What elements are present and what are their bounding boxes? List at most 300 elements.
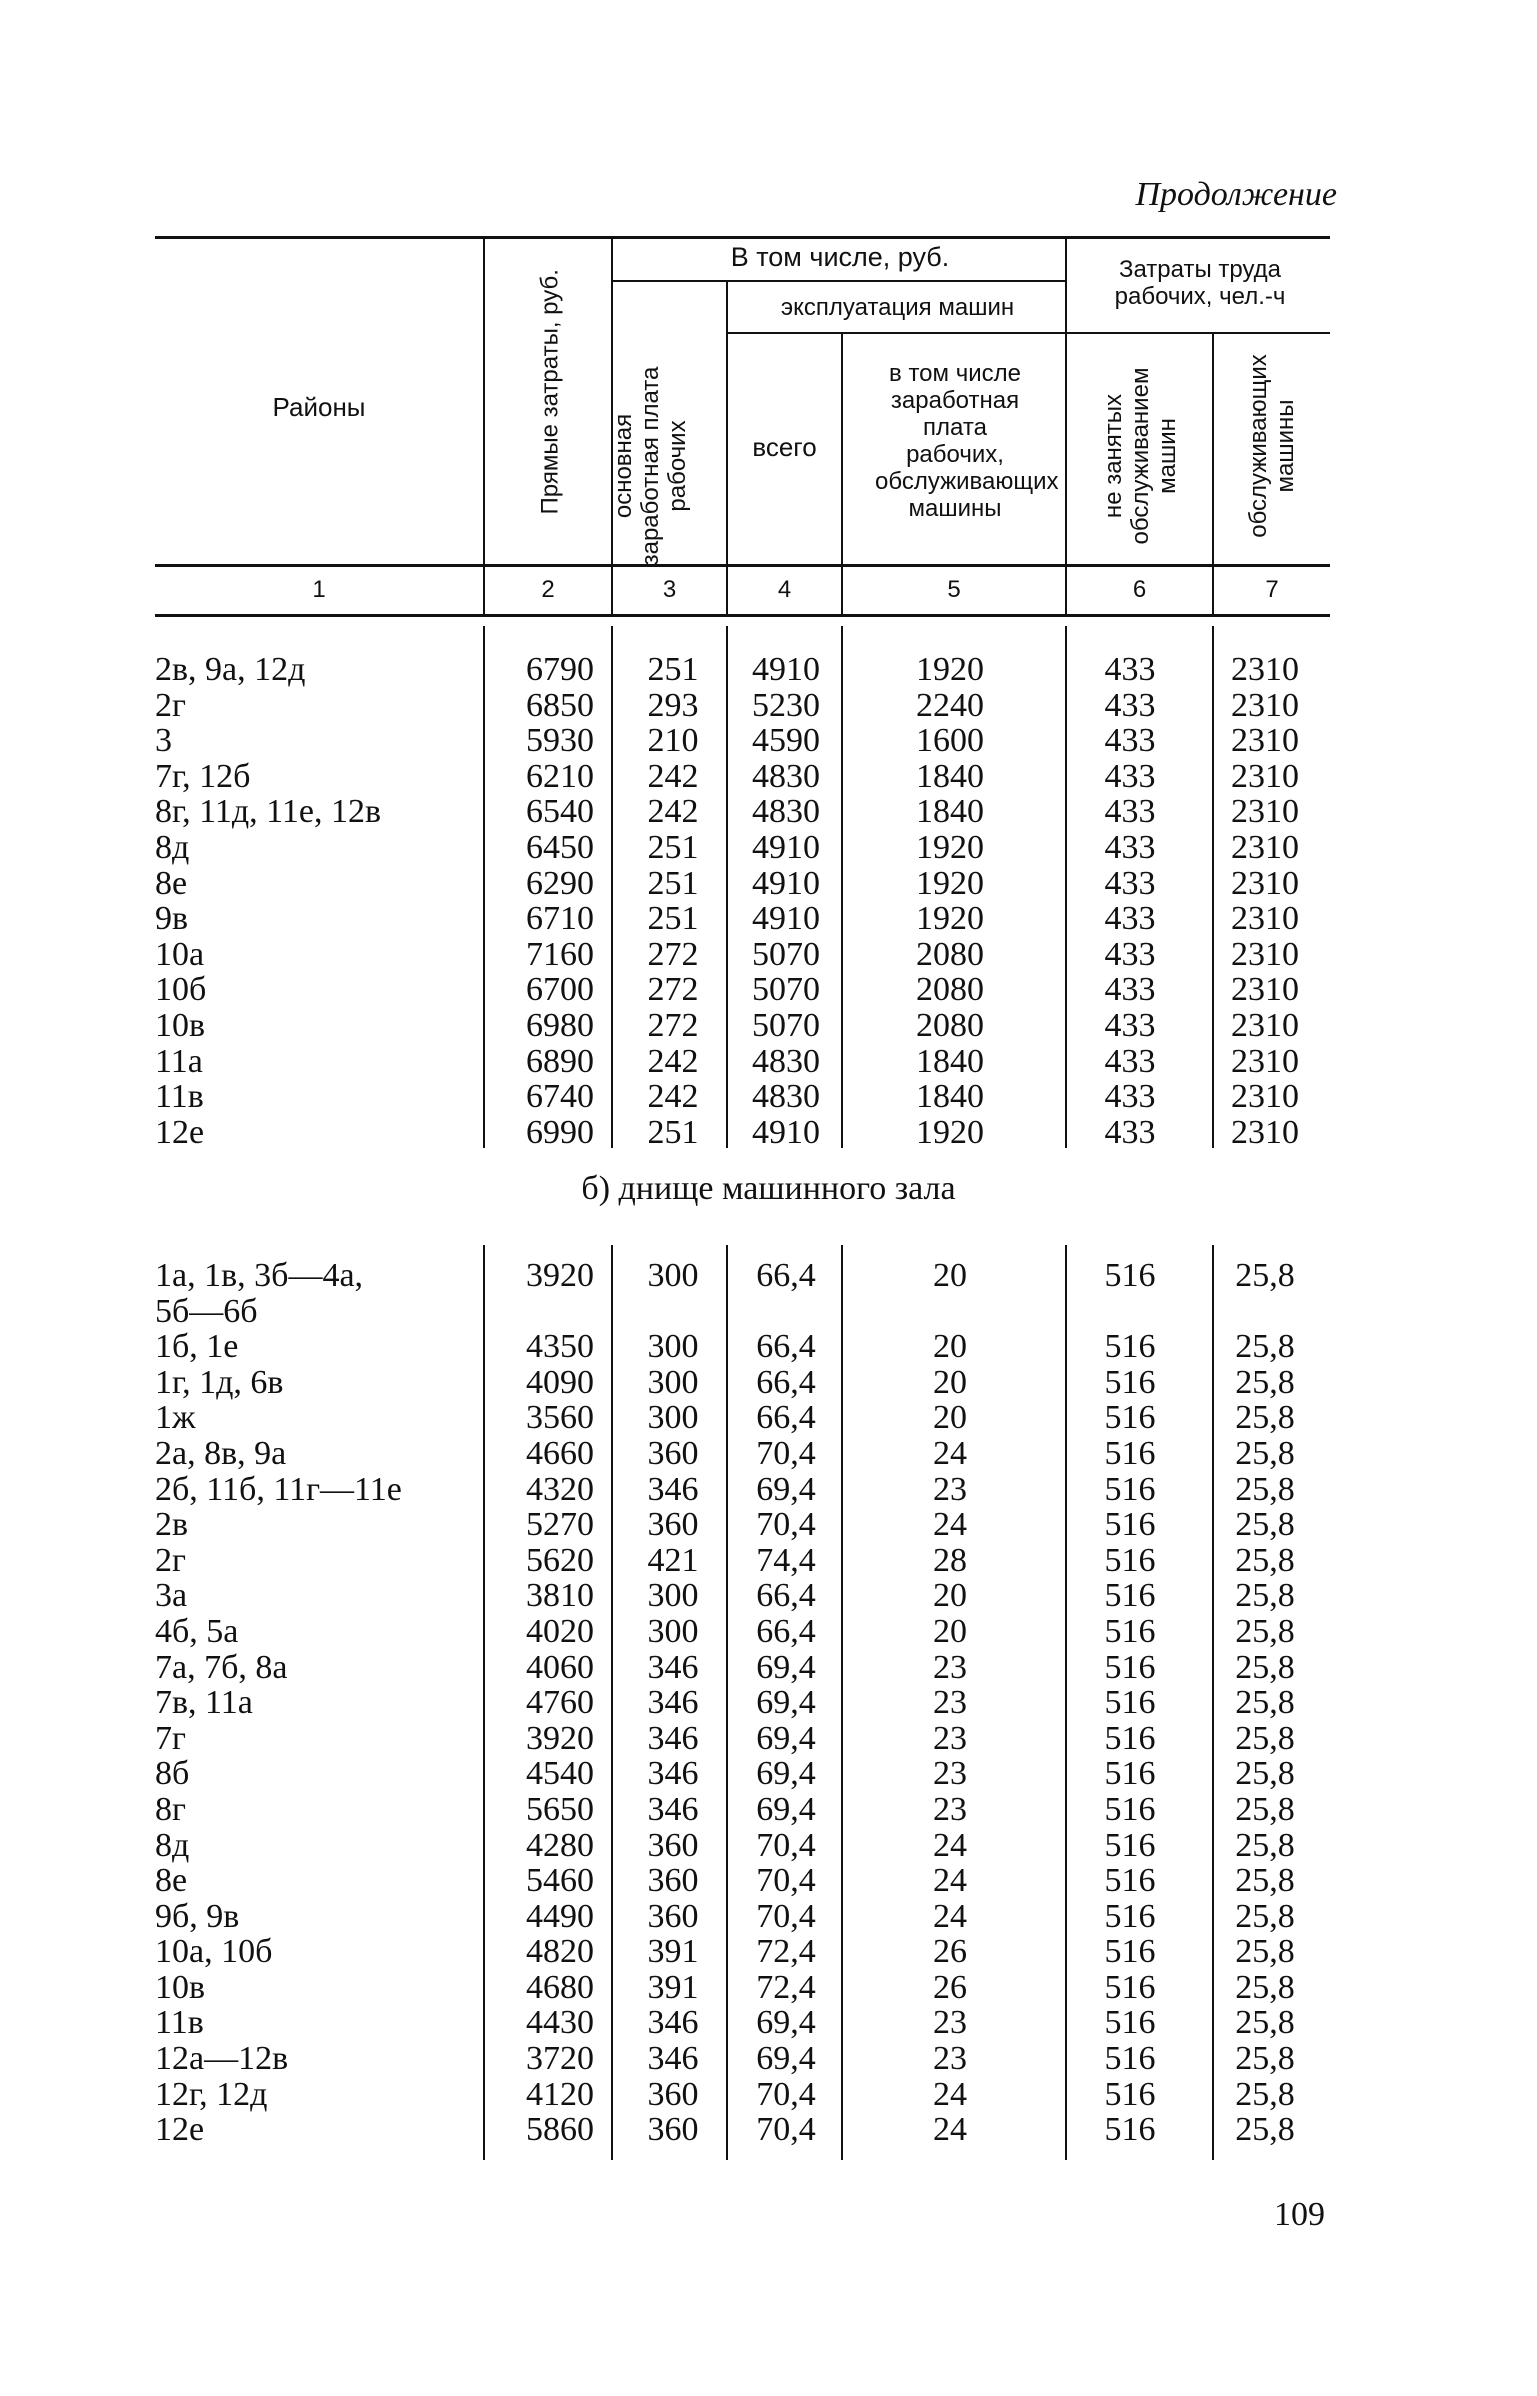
region-cell: 9б, 9в <box>155 1897 240 1935</box>
value-cell: 20 <box>933 1363 967 1401</box>
value-cell: 4830 <box>752 1078 820 1116</box>
value-cell: 251 <box>647 828 699 866</box>
table-row <box>155 1899 1330 1935</box>
value-cell: 25,8 <box>1235 1826 1295 1864</box>
table-row <box>155 759 1330 795</box>
region-cell: 8г <box>155 1790 186 1828</box>
header-top-rule <box>155 236 1330 239</box>
value-cell: 516 <box>1104 2004 1156 2042</box>
table-row <box>155 1115 1330 1151</box>
value-cell: 433 <box>1104 864 1156 902</box>
value-cell: 25,8 <box>1235 1328 1295 1366</box>
header-including-rub: В том числе, руб. <box>730 242 950 272</box>
region-cell: 8г, 11д, 11е, 12в <box>155 793 382 831</box>
value-cell: 516 <box>1104 1933 1156 1971</box>
value-cell: 23 <box>933 1719 967 1757</box>
value-cell: 4830 <box>752 793 820 831</box>
value-cell: 346 <box>647 2040 699 2078</box>
table-row <box>155 1721 1330 1757</box>
value-cell: 69,4 <box>756 2040 816 2078</box>
value-cell: 7160 <box>526 935 594 973</box>
value-cell: 6890 <box>526 1042 594 1080</box>
colnum-4: 4 <box>777 576 792 603</box>
value-cell: 23 <box>933 1648 967 1686</box>
value-cell: 25,8 <box>1235 1434 1295 1472</box>
region-cell: 7в, 11а <box>155 1684 253 1722</box>
table-row <box>155 1365 1330 1401</box>
region-cell: 11в <box>155 2004 204 2042</box>
value-cell: 4910 <box>752 864 820 902</box>
table-row <box>155 1792 1330 1828</box>
value-cell: 1920 <box>916 864 984 902</box>
table-row <box>155 1507 1330 1543</box>
value-cell: 6790 <box>526 651 594 688</box>
region-cell: 2б, 11б, 11г—11е <box>155 1470 402 1508</box>
region-cell: 10в <box>155 1006 206 1044</box>
value-cell: 251 <box>647 864 699 902</box>
table-row <box>155 1970 1330 2006</box>
value-cell: 346 <box>647 1790 699 1828</box>
colnum-5: 5 <box>947 576 961 603</box>
value-cell: 72,4 <box>756 1968 816 2006</box>
value-cell: 516 <box>1104 1399 1156 1437</box>
value-cell: 20 <box>933 1612 967 1650</box>
region-cell: 7г, 12б <box>155 757 251 795</box>
value-cell: 4680 <box>526 1968 594 2006</box>
table-row <box>155 2005 1330 2041</box>
table-row <box>155 1934 1330 1970</box>
value-cell: 433 <box>1104 1078 1156 1116</box>
value-cell: 360 <box>647 2075 699 2113</box>
value-cell: 516 <box>1104 1897 1156 1935</box>
value-cell: 25,8 <box>1235 1506 1295 1544</box>
value-cell: 70,4 <box>756 1826 816 1864</box>
value-cell: 24 <box>933 1862 967 1900</box>
value-cell: 1600 <box>916 722 984 760</box>
value-cell: 25,8 <box>1235 1363 1295 1401</box>
value-cell: 66,4 <box>756 1328 816 1366</box>
value-cell: 25,8 <box>1235 1399 1295 1437</box>
value-cell: 4910 <box>752 828 820 866</box>
region-cell: 8е <box>155 864 188 902</box>
value-cell: 5070 <box>752 935 820 973</box>
rule-under-including <box>613 280 1067 282</box>
header-total: всего <box>752 432 817 462</box>
value-cell: 433 <box>1104 651 1156 688</box>
region-cell: 8б <box>155 1755 190 1793</box>
value-cell: 300 <box>647 1363 699 1401</box>
value-cell: 23 <box>933 2040 967 2078</box>
value-cell: 433 <box>1104 793 1156 831</box>
value-cell: 251 <box>647 900 699 938</box>
header-labor-costs: Затраты труда рабочих, чел.-ч <box>1114 256 1286 310</box>
region-cell: 8е <box>155 1862 188 1900</box>
value-cell: 24 <box>933 1897 967 1935</box>
value-cell: 346 <box>647 1755 699 1793</box>
colnum-3: 3 <box>662 576 677 603</box>
value-cell: 1920 <box>916 651 984 688</box>
region-cell: 4б, 5а <box>155 1612 239 1650</box>
value-cell: 6990 <box>526 1113 594 1151</box>
region-cell: 3а <box>155 1577 188 1615</box>
region-cell: 10в <box>155 1968 206 2006</box>
value-cell: 24 <box>933 1434 967 1472</box>
value-cell: 5620 <box>526 1541 594 1579</box>
value-cell: 360 <box>647 1506 699 1544</box>
colnum-6: 6 <box>1132 576 1147 603</box>
table-row <box>155 794 1330 830</box>
value-cell: 391 <box>647 1968 699 2006</box>
table-row <box>155 1650 1330 1686</box>
value-cell: 70,4 <box>756 1862 816 1900</box>
table-row <box>155 937 1330 973</box>
value-cell: 4120 <box>526 2075 594 2113</box>
value-cell: 20 <box>933 1577 967 1615</box>
value-cell: 360 <box>647 1826 699 1864</box>
value-cell: 25,8 <box>1235 1862 1295 1900</box>
value-cell: 1840 <box>916 1078 984 1116</box>
value-cell: 433 <box>1104 1113 1156 1151</box>
value-cell: 70,4 <box>756 2075 816 2113</box>
value-cell: 5650 <box>526 1790 594 1828</box>
table-row <box>155 2077 1330 2113</box>
value-cell: 2310 <box>1231 757 1299 795</box>
value-cell: 4830 <box>752 1042 820 1080</box>
value-cell: 2310 <box>1231 1113 1299 1151</box>
value-cell: 4020 <box>526 1612 594 1650</box>
value-cell: 2310 <box>1231 722 1299 760</box>
value-cell: 433 <box>1104 828 1156 866</box>
page-number: 109 <box>1274 2196 1325 2233</box>
value-cell: 26 <box>933 1933 967 1971</box>
value-cell: 2240 <box>916 686 984 724</box>
colnum-7: 7 <box>1265 576 1279 603</box>
table-row <box>155 1400 1330 1436</box>
value-cell: 433 <box>1104 971 1156 1009</box>
value-cell: 300 <box>647 1399 699 1437</box>
value-cell: 25,8 <box>1235 1933 1295 1971</box>
value-cell: 242 <box>647 1042 699 1080</box>
header-incl-wage: в том числе заработная плата рабочих, обслуживающих машины <box>875 360 1059 522</box>
value-cell: 6740 <box>526 1078 594 1116</box>
value-cell: 4910 <box>752 1113 820 1151</box>
value-cell: 6540 <box>526 793 594 831</box>
value-cell: 293 <box>647 686 699 724</box>
table-row <box>155 1436 1330 1472</box>
value-cell: 74,4 <box>756 1541 816 1579</box>
value-cell: 516 <box>1104 1470 1156 1508</box>
value-cell: 516 <box>1104 1790 1156 1828</box>
value-cell: 433 <box>1104 1042 1156 1080</box>
value-cell: 66,4 <box>756 1399 816 1437</box>
table-header <box>155 236 1330 616</box>
value-cell: 25,8 <box>1235 1470 1295 1508</box>
colnum-bottom-rule <box>155 614 1330 617</box>
value-cell: 26 <box>933 1968 967 2006</box>
value-cell: 4660 <box>526 1434 594 1472</box>
value-cell: 2310 <box>1231 864 1299 902</box>
table-row <box>155 1044 1330 1080</box>
value-cell: 433 <box>1104 1006 1156 1044</box>
value-cell: 4350 <box>526 1328 594 1366</box>
value-cell: 251 <box>647 1113 699 1151</box>
value-cell: 210 <box>647 722 699 760</box>
value-cell: 516 <box>1104 1363 1156 1401</box>
value-cell: 516 <box>1104 1968 1156 2006</box>
value-cell: 360 <box>647 1862 699 1900</box>
region-cell: 2а, 8в, 9а <box>155 1434 287 1472</box>
table-row <box>155 688 1330 724</box>
value-cell: 2310 <box>1231 900 1299 938</box>
region-cell: 12е <box>155 1113 205 1151</box>
region-cell: 12а—12в <box>155 2040 289 2078</box>
value-cell: 516 <box>1104 1257 1156 1294</box>
region-cell: 10а, 10б <box>155 1933 273 1971</box>
value-cell: 23 <box>933 1470 967 1508</box>
section-a-table <box>155 652 1330 1150</box>
value-cell: 24 <box>933 1826 967 1864</box>
region-cell: 2в <box>155 1506 189 1544</box>
value-cell: 24 <box>933 1506 967 1544</box>
value-cell: 25,8 <box>1235 1755 1295 1793</box>
table-row <box>155 1472 1330 1508</box>
colnum-1: 1 <box>312 576 326 603</box>
table-row <box>155 2041 1330 2077</box>
value-cell: 4320 <box>526 1470 594 1508</box>
region-cell: 8д <box>155 828 190 866</box>
region-cell: 12е <box>155 2111 205 2149</box>
value-cell: 6850 <box>526 686 594 724</box>
value-cell: 516 <box>1104 1719 1156 1757</box>
region-cell: 7г <box>155 1719 186 1757</box>
value-cell: 69,4 <box>756 1648 816 1686</box>
value-cell: 242 <box>647 793 699 831</box>
region-cell: 1б, 1е <box>155 1328 239 1366</box>
value-cell: 5930 <box>526 722 594 760</box>
region-cell: 2в, 9а, 12д <box>155 651 306 688</box>
colnum-2: 2 <box>541 576 555 603</box>
value-cell: 6290 <box>526 864 594 902</box>
region-cell: 3 <box>155 722 172 760</box>
vrule-6 <box>1212 332 1214 614</box>
value-cell: 516 <box>1104 2040 1156 2078</box>
vrule-5 <box>1065 236 1067 614</box>
value-cell: 69,4 <box>756 1755 816 1793</box>
value-cell: 5860 <box>526 2111 594 2149</box>
value-cell: 251 <box>647 651 699 688</box>
header-regions: Районы <box>272 392 366 422</box>
table-row <box>155 1756 1330 1792</box>
value-cell: 5270 <box>526 1506 594 1544</box>
value-cell: 2310 <box>1231 1006 1299 1044</box>
value-cell: 4060 <box>526 1648 594 1686</box>
value-cell: 3720 <box>526 2040 594 2078</box>
value-cell: 516 <box>1104 1826 1156 1864</box>
value-cell: 2080 <box>916 971 984 1009</box>
value-cell: 4490 <box>526 1897 594 1935</box>
table-row <box>155 1329 1330 1365</box>
table-row <box>155 652 1330 688</box>
value-cell: 25,8 <box>1235 1577 1295 1615</box>
value-cell: 346 <box>647 1684 699 1722</box>
value-cell: 23 <box>933 1790 967 1828</box>
value-cell: 70,4 <box>756 1434 816 1472</box>
value-cell: 516 <box>1104 1328 1156 1366</box>
value-cell: 433 <box>1104 686 1156 724</box>
value-cell: 1920 <box>916 828 984 866</box>
value-cell: 25,8 <box>1235 2040 1295 2078</box>
value-cell: 4430 <box>526 2004 594 2042</box>
value-cell: 24 <box>933 2075 967 2113</box>
table-row <box>155 723 1330 759</box>
table-row <box>155 1863 1330 1899</box>
value-cell: 1840 <box>916 757 984 795</box>
vrule-1 <box>483 236 485 614</box>
value-cell: 23 <box>933 1755 967 1793</box>
header-base-wage: основная заработная плата рабочих <box>610 366 691 566</box>
table-row <box>155 830 1330 866</box>
value-cell: 2310 <box>1231 1042 1299 1080</box>
value-cell: 300 <box>647 1257 699 1294</box>
region-cell: 1а, 1в, 3б—4а, <box>155 1257 364 1294</box>
value-cell: 70,4 <box>756 1506 816 1544</box>
header-machine-operation: эксплуатация машин <box>780 294 1015 321</box>
vrule-4 <box>841 332 843 614</box>
value-cell: 70,4 <box>756 1897 816 1935</box>
value-cell: 300 <box>647 1612 699 1650</box>
value-cell: 516 <box>1104 1648 1156 1686</box>
table-row <box>155 866 1330 902</box>
value-cell: 6450 <box>526 828 594 866</box>
value-cell: 5230 <box>752 686 820 724</box>
value-cell: 69,4 <box>756 1684 816 1722</box>
value-cell: 3920 <box>526 1719 594 1757</box>
value-cell: 6980 <box>526 1006 594 1044</box>
value-cell: 346 <box>647 1648 699 1686</box>
value-cell: 69,4 <box>756 1719 816 1757</box>
value-cell: 360 <box>647 1434 699 1472</box>
value-cell: 4280 <box>526 1826 594 1864</box>
region-cell: 8д <box>155 1826 190 1864</box>
value-cell: 242 <box>647 1078 699 1116</box>
value-cell: 2080 <box>916 1006 984 1044</box>
value-cell: 4540 <box>526 1755 594 1793</box>
value-cell: 2310 <box>1231 686 1299 724</box>
value-cell: 2310 <box>1231 935 1299 973</box>
table-row <box>155 1258 1330 1294</box>
table-row <box>155 1294 1330 1330</box>
continuation-label: Продолжение <box>1135 176 1337 213</box>
region-cell: 11в <box>155 1078 204 1116</box>
value-cell: 516 <box>1104 1862 1156 1900</box>
value-cell: 516 <box>1104 1755 1156 1793</box>
value-cell: 23 <box>933 2004 967 2042</box>
value-cell: 516 <box>1104 1434 1156 1472</box>
value-cell: 66,4 <box>756 1257 816 1294</box>
value-cell: 346 <box>647 2004 699 2042</box>
value-cell: 25,8 <box>1235 2075 1295 2113</box>
value-cell: 25,8 <box>1235 1648 1295 1686</box>
value-cell: 4820 <box>526 1933 594 1971</box>
value-cell: 25,8 <box>1235 1612 1295 1650</box>
value-cell: 25,8 <box>1235 2111 1295 2149</box>
value-cell: 66,4 <box>756 1363 816 1401</box>
value-cell: 421 <box>647 1541 699 1579</box>
value-cell: 1840 <box>916 1042 984 1080</box>
value-cell: 5070 <box>752 1006 820 1044</box>
value-cell: 1840 <box>916 793 984 831</box>
value-cell: 2310 <box>1231 651 1299 688</box>
table-row <box>155 1614 1330 1650</box>
value-cell: 4760 <box>526 1684 594 1722</box>
value-cell: 69,4 <box>756 1790 816 1828</box>
value-cell: 300 <box>647 1328 699 1366</box>
value-cell: 346 <box>647 1719 699 1757</box>
value-cell: 2310 <box>1231 793 1299 831</box>
value-cell: 516 <box>1104 1541 1156 1579</box>
table-row <box>155 901 1330 937</box>
value-cell: 3920 <box>526 1257 594 1294</box>
value-cell: 25,8 <box>1235 1684 1295 1722</box>
value-cell: 516 <box>1104 2111 1156 2149</box>
section-b-title: б) днище машинного зала <box>581 1170 956 1207</box>
value-cell: 360 <box>647 1897 699 1935</box>
value-cell: 1920 <box>916 1113 984 1151</box>
value-cell: 4590 <box>752 722 820 760</box>
value-cell: 3560 <box>526 1399 594 1437</box>
value-cell: 2310 <box>1231 971 1299 1009</box>
value-cell: 25,8 <box>1235 1541 1295 1579</box>
value-cell: 6210 <box>526 757 594 795</box>
value-cell: 4910 <box>752 651 820 688</box>
value-cell: 28 <box>933 1541 967 1579</box>
region-cell: 5б—6б <box>155 1292 258 1330</box>
value-cell: 4090 <box>526 1363 594 1401</box>
region-cell: 10б <box>155 971 207 1009</box>
region-cell: 2г <box>155 686 186 724</box>
value-cell: 6710 <box>526 900 594 938</box>
value-cell: 70,4 <box>756 2111 816 2149</box>
value-cell: 2310 <box>1231 828 1299 866</box>
header-not-engaged: не занятых обслуживанием машин <box>1100 367 1181 545</box>
value-cell: 242 <box>647 757 699 795</box>
table-row <box>155 1578 1330 1614</box>
table-row <box>155 2112 1330 2148</box>
table-row <box>155 1079 1330 1115</box>
value-cell: 25,8 <box>1235 1790 1295 1828</box>
value-cell: 516 <box>1104 1506 1156 1544</box>
value-cell: 6700 <box>526 971 594 1009</box>
table-row <box>155 972 1330 1008</box>
region-cell: 7а, 7б, 8а <box>155 1648 288 1686</box>
value-cell: 4830 <box>752 757 820 795</box>
value-cell: 25,8 <box>1235 1257 1295 1294</box>
value-cell: 272 <box>647 935 699 973</box>
value-cell: 516 <box>1104 1612 1156 1650</box>
region-cell: 11а <box>155 1042 203 1080</box>
value-cell: 66,4 <box>756 1612 816 1650</box>
value-cell: 433 <box>1104 900 1156 938</box>
table-row <box>155 1685 1330 1721</box>
region-cell: 1г, 1д, 6в <box>155 1363 284 1401</box>
value-cell: 516 <box>1104 1684 1156 1722</box>
value-cell: 2080 <box>916 935 984 973</box>
section-b-table <box>155 1258 1330 2148</box>
value-cell: 272 <box>647 1006 699 1044</box>
value-cell: 66,4 <box>756 1577 816 1615</box>
value-cell: 24 <box>933 2111 967 2149</box>
value-cell: 69,4 <box>756 2004 816 2042</box>
